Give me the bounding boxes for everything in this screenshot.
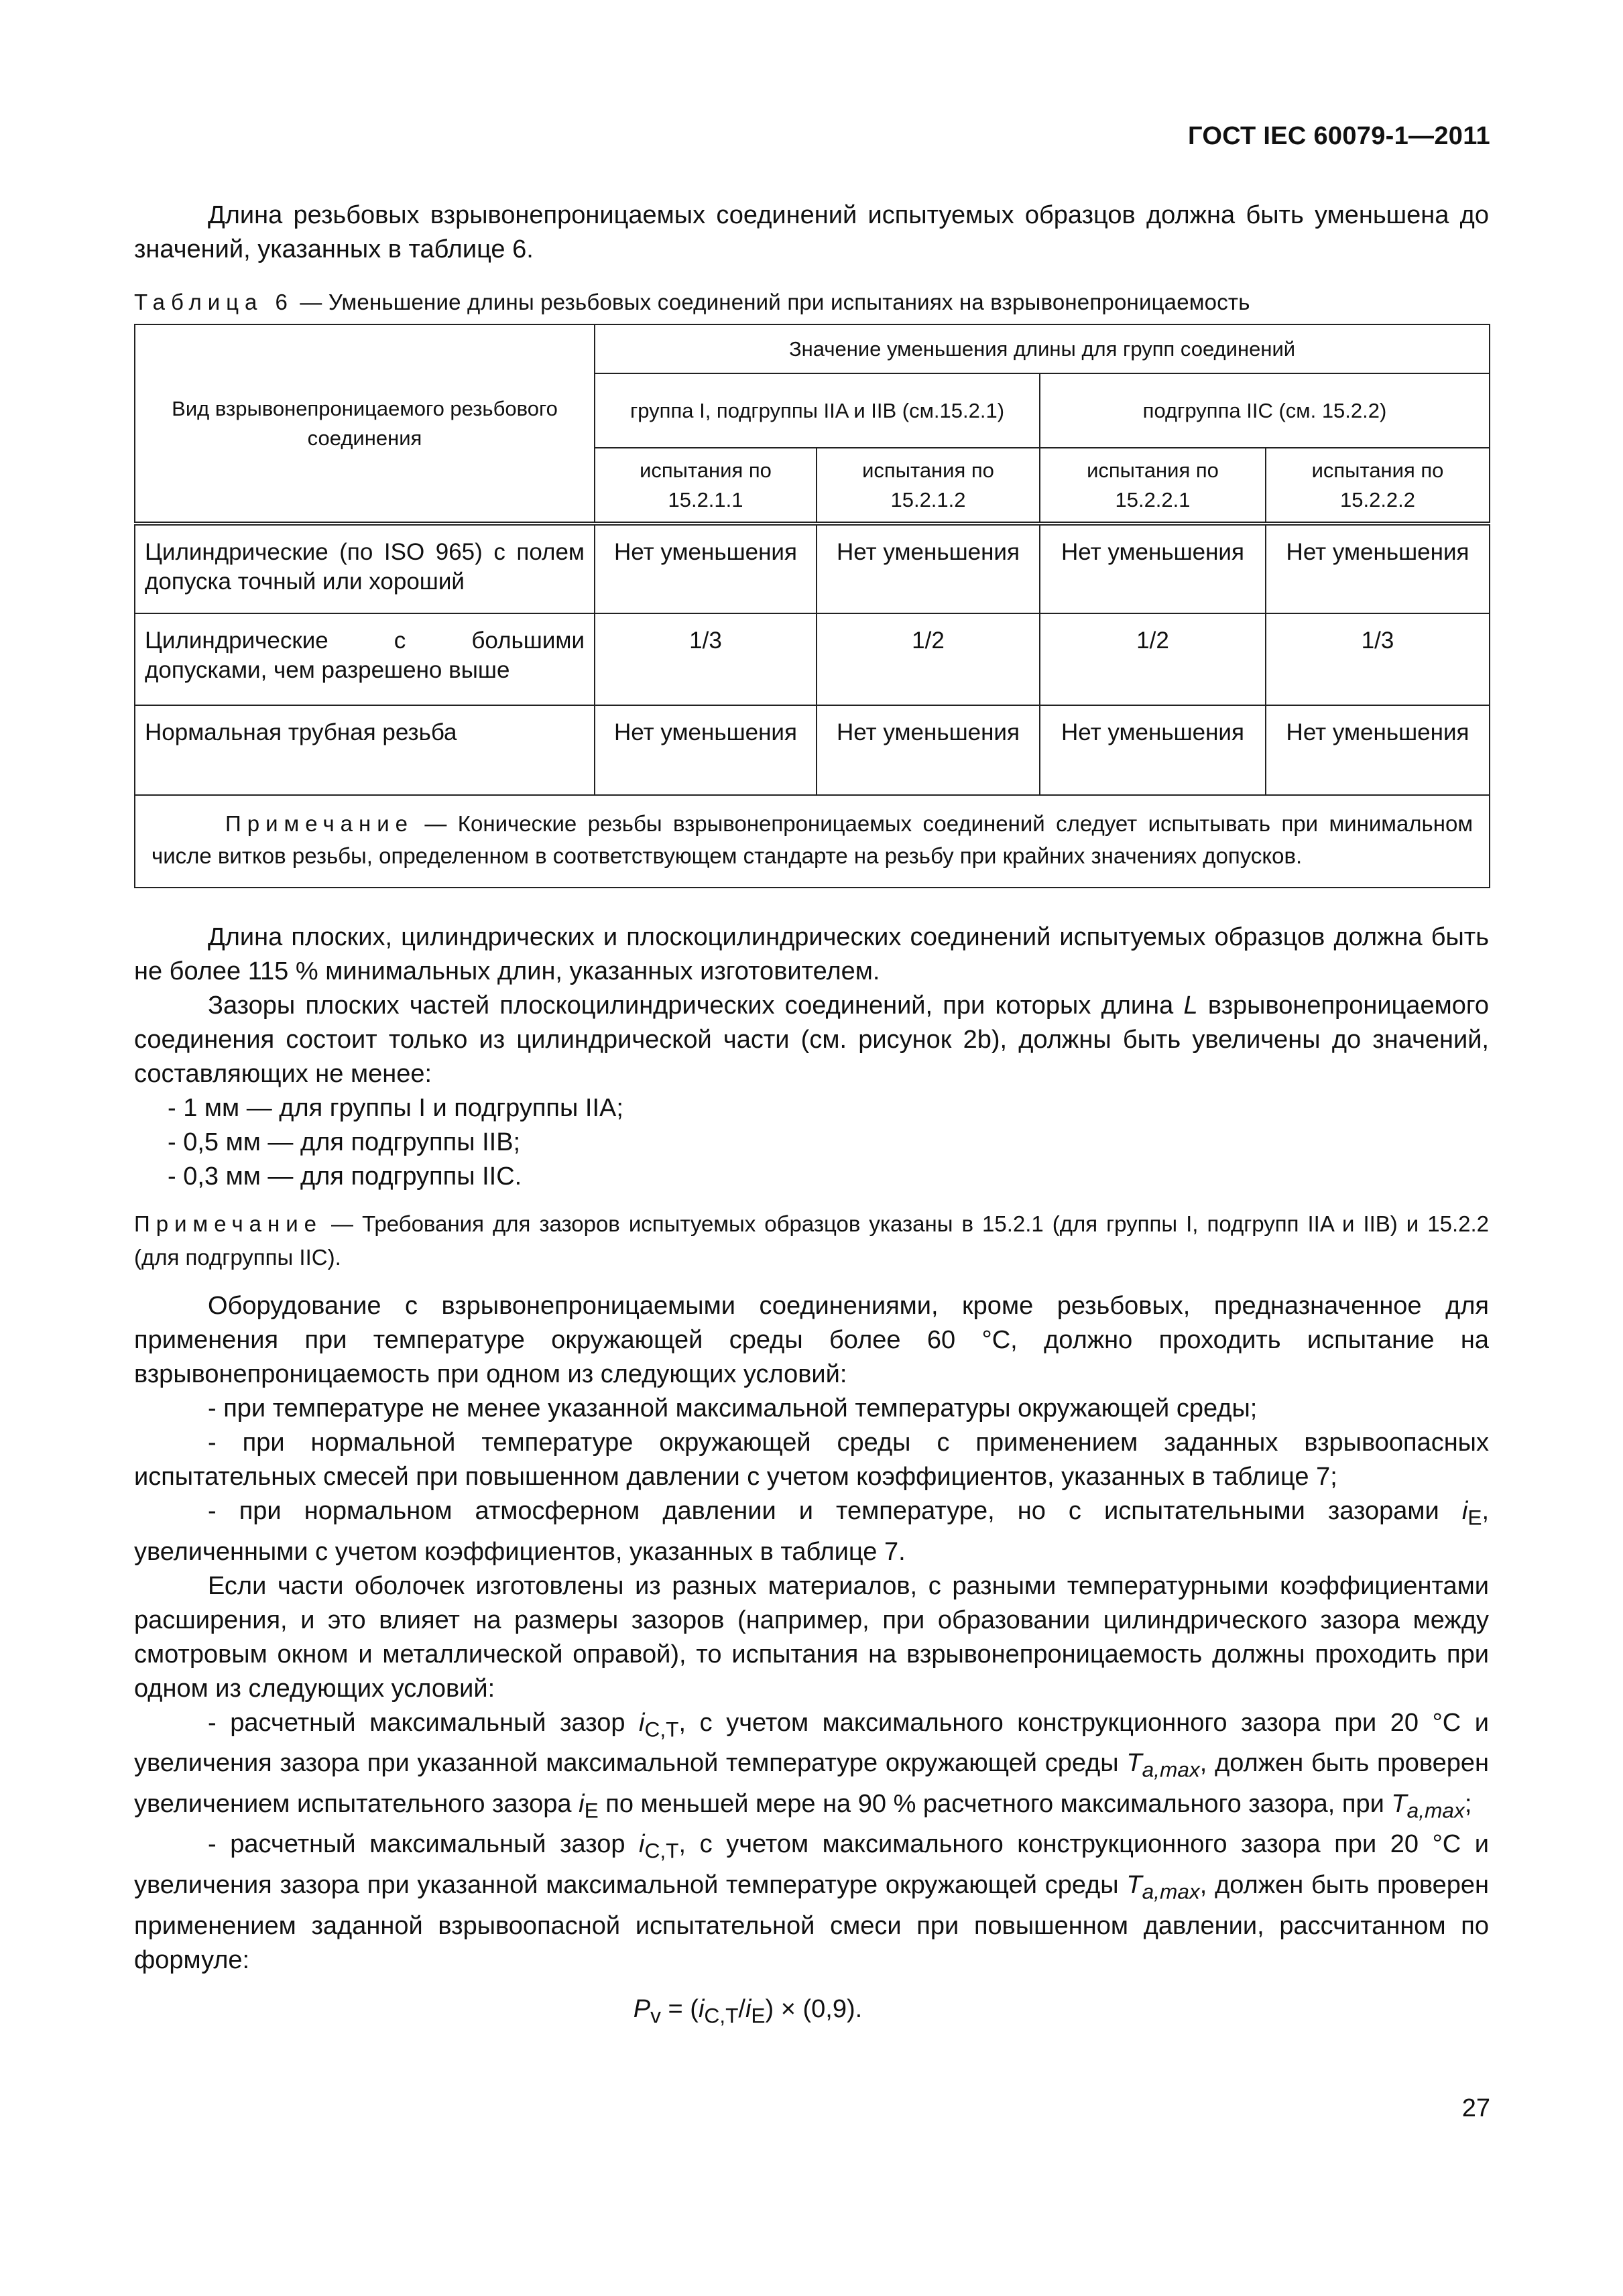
- list-item: - 0,3 мм — для подгруппы IIC.: [168, 1162, 522, 1191]
- symbol-T: T: [1126, 1870, 1142, 1899]
- subscript-text: a,max: [1142, 1757, 1200, 1782]
- column-group-header: Значение уменьшения длины для групп соединений: [595, 324, 1490, 373]
- row-label: Цилиндрические с большими допусками, чем разрешено выше: [135, 613, 595, 705]
- text-run: ;: [1464, 1789, 1472, 1818]
- symbol-i: i: [745, 1994, 752, 2023]
- subscript: [1142, 1758, 1200, 1782]
- paragraph-equipment: Оборудование с взрывонепроницаемыми соединениями, кроме резьбовых, предназначенное для применения при температуре окружающей среды более 60 °С, должно проходить испытание на взрывонепроницаемость при одном из следующих условий:: [134, 1292, 1489, 1388]
- symbol-T: T: [1126, 1749, 1142, 1778]
- table-cell: Нет уменьшения: [1266, 524, 1490, 613]
- subscript: C,T: [644, 1838, 679, 1863]
- paragraph-materials: Если части оболочек изготовлены из разных материалов, с разными температурными коэффициентами расширения, и это влияет на размеры зазоров (например, при образовании цилиндрического зазора между смотровым окном и металлической оправой), то испытания на взрывонепроницаемость должны проходить при одном из следующих условий:: [134, 1571, 1489, 1703]
- subscript: [1407, 1798, 1465, 1822]
- condition-item: - при нормальной температуре окружающей среды с применением заданных взрывоопасных испытательных смесей при повышенном давлении с учетом коэффициентов, указанных в таблице 7;: [134, 1429, 1489, 1491]
- table-cell: Нет уменьшения: [817, 705, 1040, 795]
- condition-item: [134, 1494, 1489, 1569]
- text-run: , увеличенными с учетом коэффициентов, указанных в таблице 7.: [134, 1497, 1489, 1566]
- table-cell: Нет уменьшения: [595, 705, 817, 795]
- table-cell: Нет уменьшения: [817, 524, 1040, 613]
- table-cell: 1/2: [817, 613, 1040, 705]
- list-item: - 0,5 мм — для подгруппы IIB;: [168, 1128, 521, 1156]
- column-header-kind: Вид взрывонепроницаемого резьбового соединения: [135, 324, 595, 524]
- symbol-i: i: [1461, 1497, 1468, 1525]
- document-code: ГОСТ IEC 60079-1—2011: [1188, 122, 1490, 150]
- table-note-label: Примечание: [225, 811, 414, 836]
- subscript-text: a,max: [1142, 1879, 1200, 1904]
- subscript: E: [584, 1798, 599, 1823]
- subscript: C,T: [644, 1717, 679, 1742]
- table-note-text: — Конические резьбы взрывонепроницаемых соединений следует испытывать при минимальном числе витков резьбы, определенном в соответствующем стандарте на резьбу при крайних значениях допусков.: [152, 811, 1474, 868]
- sub-header: испытания по 15.2.1.1: [595, 448, 817, 524]
- formula-text: /: [738, 1994, 745, 2023]
- subscript: [1142, 1880, 1200, 1904]
- page-number: 27: [1461, 2094, 1490, 2122]
- symbol-P: P: [633, 1994, 651, 2023]
- subscript: E: [751, 2003, 766, 2028]
- subscript: v: [650, 2003, 661, 2028]
- text-run: - при нормальном атмосферном давлении и температуре, но с испытательными зазорами: [208, 1497, 1462, 1525]
- note-gaps: [134, 1207, 1489, 1274]
- table-cell: Нет уменьшения: [1040, 705, 1266, 795]
- text-run: взрывонепроницаемого соединения состоит только из цилиндрической части (см. рисунок 2b), должны быть увеличены до значений, составляющих не менее:: [134, 991, 1489, 1088]
- table-row: [135, 705, 1490, 795]
- table-note: [135, 795, 1490, 888]
- symbol-T: T: [1391, 1789, 1407, 1818]
- condition-item: [134, 1827, 1489, 1977]
- subscript: C,T: [704, 2003, 739, 2028]
- table-cell: Нет уменьшения: [1040, 524, 1266, 613]
- group-header-2: подгруппа IIC (см. 15.2.2): [1040, 373, 1490, 448]
- table-cell: 1/3: [1266, 613, 1490, 705]
- condition-item: [134, 1706, 1489, 1828]
- subscript-text: a,max: [1406, 1798, 1465, 1823]
- table-row: [135, 613, 1490, 705]
- table-cell: 1/3: [595, 613, 817, 705]
- table-cell: Нет уменьшения: [1266, 705, 1490, 795]
- paragraph-gaps: [134, 989, 1489, 1091]
- row-label: Цилиндрические (по ISO 965) с полем допуска точный или хороший: [135, 524, 595, 613]
- sub-header: испытания по 15.2.1.2: [817, 448, 1040, 524]
- list-item: - 1 мм — для группы I и подгруппы IIA;: [168, 1094, 623, 1122]
- paragraph-lengths: Длина плоских, цилиндрических и плоскоцилиндрических соединений испытуемых образцов должна быть не более 115 % минимальных длин, указанных изготовителем.: [134, 923, 1489, 985]
- text-run: - расчетный максимальный зазор: [208, 1708, 640, 1737]
- symbol-i: i: [639, 1830, 645, 1859]
- group-header-1: группа I, подгруппы IIA и IIB (см.15.2.1): [595, 373, 1040, 448]
- formula-text: ) × (0,9).: [765, 1994, 863, 2023]
- table-caption-text: — Уменьшение длины резьбовых соединений при испытаниях на взрывонепроницаемость: [293, 290, 1250, 314]
- table-cell: Нет уменьшения: [595, 524, 817, 613]
- condition-item: - при температуре не менее указанной максимальной температуры окружающей среды;: [208, 1394, 1258, 1423]
- symbol-i: i: [639, 1708, 645, 1737]
- symbol-i: i: [698, 1994, 705, 2023]
- note-label: Примечание: [134, 1211, 323, 1236]
- symbol-L: L: [1183, 991, 1198, 1020]
- note-text: — Требования для зазоров испытуемых образцов указаны в 15.2.1 (для группы I, подгрупп IIA и IIB) и 15.2.2 (для подгруппы IIC).: [134, 1211, 1489, 1270]
- intro-paragraph: Длина резьбовых взрывонепроницаемых соединений испытуемых образцов должна быть уменьшена до значений, указанных в таблице 6.: [134, 201, 1489, 263]
- table-row: [135, 524, 1490, 613]
- subscript: E: [1467, 1505, 1482, 1530]
- pressure-formula: [134, 1992, 1489, 2033]
- gap-list: [134, 1091, 1489, 1194]
- text-run: Зазоры плоских частей плоскоцилиндрических соединений, при которых длина: [208, 991, 1184, 1020]
- text-run: , с учетом максимального конструкционного зазора при 20 °С и увеличения зазора при указанной максимальной температуре окружающей среды: [134, 1708, 1489, 1778]
- text-run: по меньшей мере на 90 % расчетного максимального зазора, при: [598, 1789, 1392, 1818]
- table-cell: 1/2: [1040, 613, 1266, 705]
- formula-text: = (: [660, 1994, 699, 2023]
- sub-header: испытания по 15.2.2.1: [1040, 448, 1266, 524]
- text-run: - расчетный максимальный зазор: [208, 1830, 640, 1859]
- row-label: Нормальная трубная резьба: [135, 705, 595, 795]
- text-run: , с учетом максимального конструкционного зазора при 20 °С и увеличения зазора при указанной максимальной температуре окружающей среды: [134, 1830, 1489, 1899]
- table-caption: [134, 288, 1489, 317]
- text-run: , должен быть проверен увеличением испытательного зазора: [134, 1749, 1490, 1818]
- sub-header: испытания по 15.2.2.2: [1266, 448, 1490, 524]
- reduction-table: [134, 324, 1490, 888]
- text-run: , должен быть проверен применением заданной взрывоопасной испытательной смеси при повышенном давлении, рассчитанном по формуле:: [134, 1870, 1490, 1974]
- table-caption-label: Таблица 6: [134, 290, 294, 314]
- page-content: [134, 198, 1489, 2033]
- symbol-i: i: [579, 1789, 585, 1818]
